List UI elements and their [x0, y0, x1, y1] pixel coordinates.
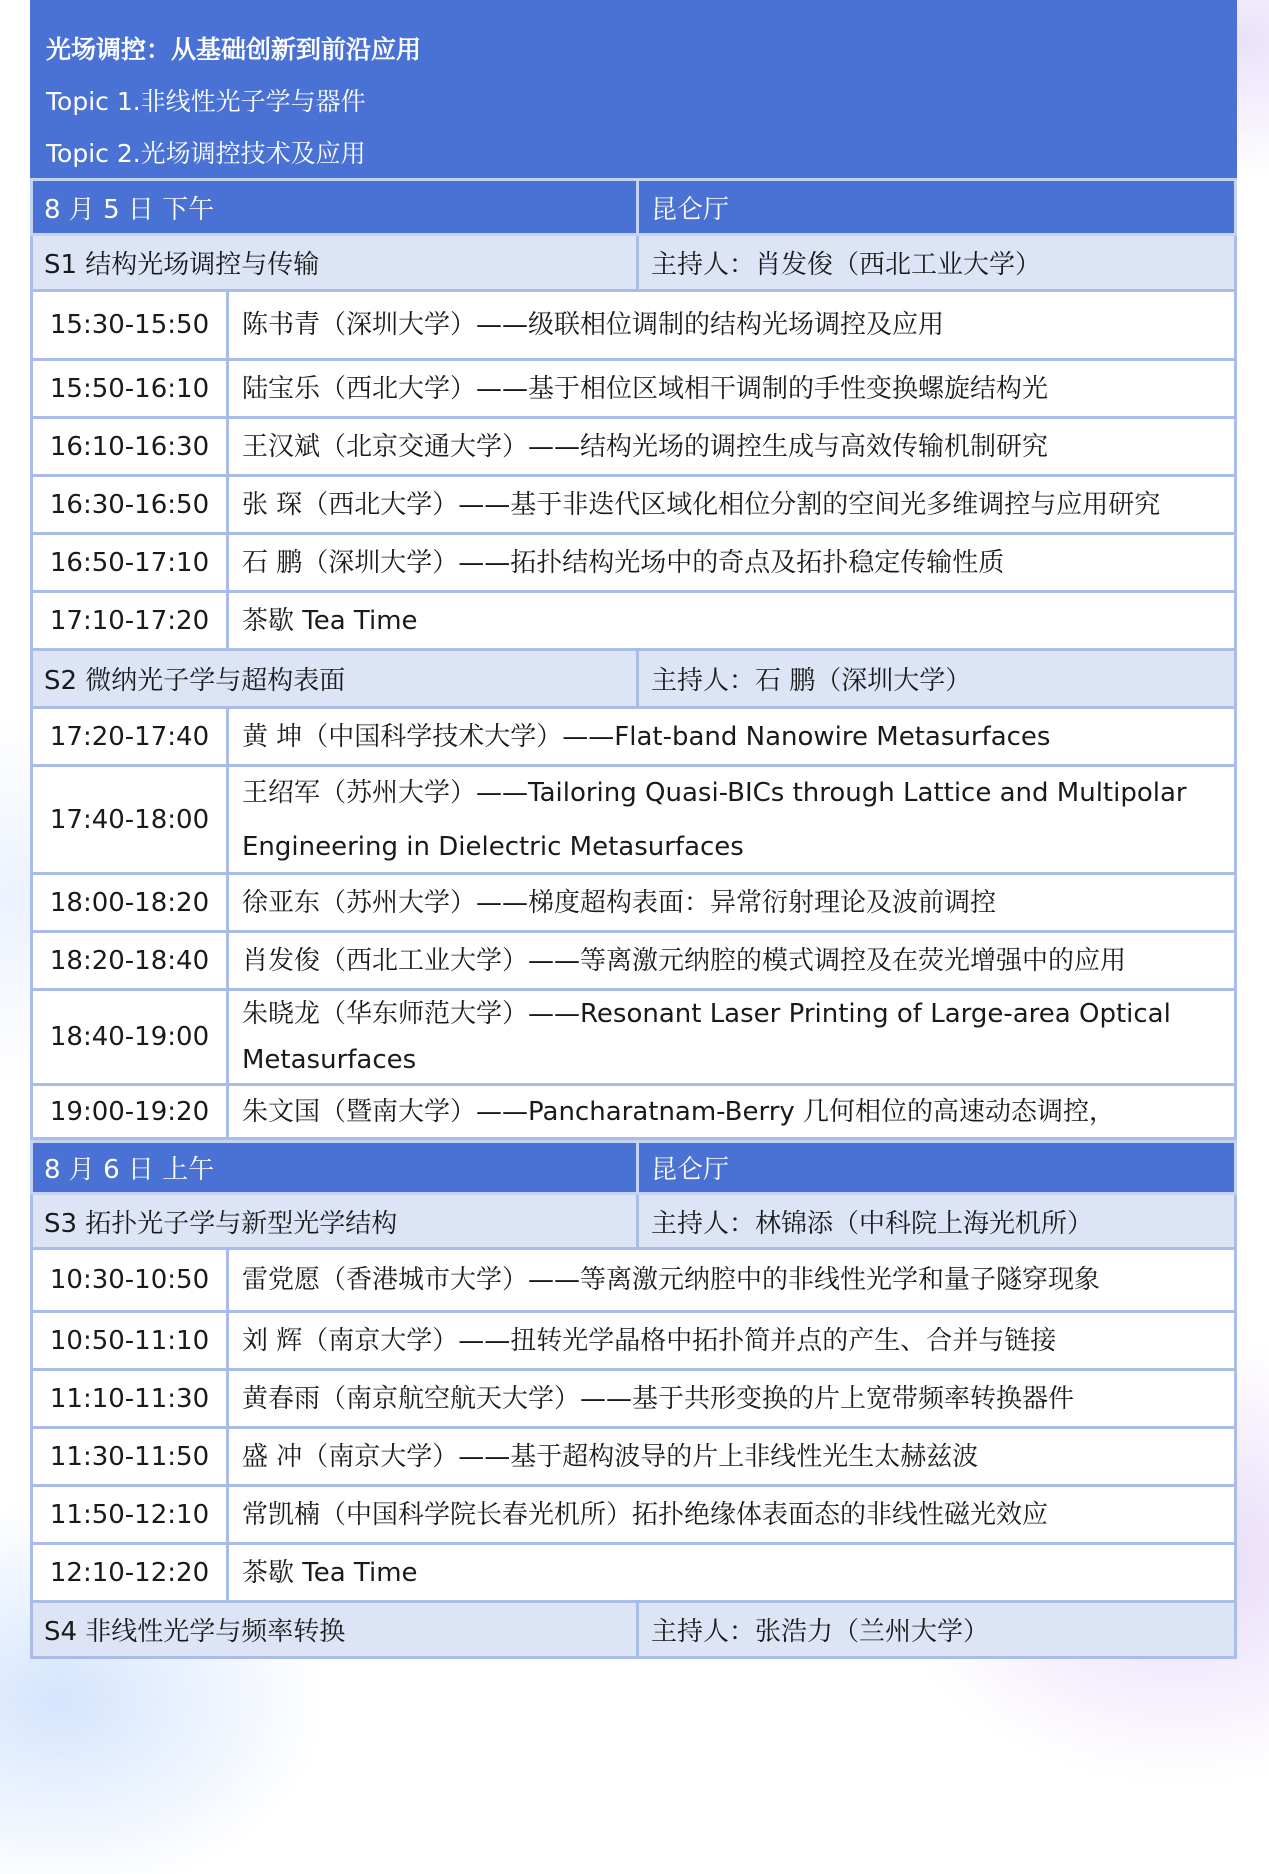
day-date: 8 月 5 日 下午 — [33, 181, 639, 233]
talk-row — [30, 1086, 1237, 1140]
talk-time: 17:40-18:00 — [33, 767, 229, 872]
talk-description: 张 琛（西北大学）——基于非迭代区域化相位分割的空间光多维调控与应用研究 — [242, 489, 1161, 520]
session-row — [30, 1603, 1237, 1659]
talk-description: 王汉斌（北京交通大学）——结构光场的调控生成与高效传输机制研究 — [242, 431, 1049, 462]
talk-row — [30, 477, 1237, 535]
talk-row — [30, 767, 1237, 875]
session-row — [30, 1195, 1237, 1250]
day-row — [30, 178, 1237, 236]
talk-description: 陆宝乐（西北大学）——基于相位区域相干调制的手性变换螺旋结构光 — [242, 373, 1049, 404]
talk-time: 16:30-16:50 — [33, 477, 229, 532]
talk-row — [30, 933, 1237, 991]
session-title: S3 拓扑光子学与新型光学结构 — [33, 1195, 639, 1247]
talk-time: 19:00-19:20 — [33, 1086, 229, 1137]
talk-row — [30, 593, 1237, 651]
talk-description — [229, 767, 1234, 872]
talk-row — [30, 709, 1237, 767]
talk-time: 10:50-11:10 — [33, 1313, 229, 1368]
talk-time: 16:50-17:10 — [33, 535, 229, 590]
session-title: S2 微纳光子学与超构表面 — [33, 651, 639, 706]
talk-description-line-2: Engineering in Dielectric Metasurfaces — [242, 831, 744, 862]
talk-description: 茶歇 Tea Time — [242, 1557, 418, 1588]
talk-row — [30, 361, 1237, 419]
session-title: S4 非线性光学与频率转换 — [33, 1603, 639, 1656]
talk-description-line-1: 王绍军（苏州大学）——Tailoring Quasi-BICs through Lattice and Multipolar — [242, 777, 1187, 808]
talk-row — [30, 991, 1237, 1086]
session-chair: 主持人：张浩力（兰州大学） — [651, 1617, 990, 1647]
talk-row — [30, 292, 1237, 361]
talk-description: 黄春雨（南京航空航天大学）——基于共形变换的片上宽带频率转换器件 — [242, 1383, 1075, 1414]
talk-description: 盛 冲（南京大学）——基于超构波导的片上非线性光生太赫兹波 — [242, 1441, 979, 1472]
day-row — [30, 1140, 1237, 1195]
day-venue: 昆仑厅 — [651, 194, 730, 225]
talk-row — [30, 419, 1237, 477]
talk-row — [30, 1371, 1237, 1429]
session-row — [30, 651, 1237, 709]
talk-time: 11:10-11:30 — [33, 1371, 229, 1426]
talk-description-line-2: Metasurfaces — [242, 1045, 417, 1075]
session-chair: 主持人：肖发俊（西北工业大学） — [651, 250, 1042, 280]
talk-description-line-1: 朱晓龙（华东师范大学）——Resonant Laser Printing of Large-area Optical — [242, 999, 1171, 1029]
talk-row — [30, 1250, 1237, 1313]
talk-row — [30, 1487, 1237, 1545]
program-header — [30, 0, 1237, 178]
topic-1: Topic 1.非线性光子学与器件 — [46, 87, 366, 116]
talk-row — [30, 1545, 1237, 1603]
talk-time: 17:20-17:40 — [33, 709, 229, 764]
session-chair: 主持人：林锦添（中科院上海光机所） — [651, 1208, 1094, 1239]
topic-2: Topic 2.光场调控技术及应用 — [46, 139, 366, 168]
talk-time: 16:10-16:30 — [33, 419, 229, 474]
talk-time: 17:10-17:20 — [33, 593, 229, 648]
talk-row — [30, 535, 1237, 593]
talk-description: 石 鹏（深圳大学）——拓扑结构光场中的奇点及拓扑稳定传输性质 — [242, 547, 1005, 578]
talk-time: 18:20-18:40 — [33, 933, 229, 988]
talk-time: 15:30-15:50 — [33, 292, 229, 358]
talk-description: 肖发俊（西北工业大学）——等离激元纳腔的模式调控及在荧光增强中的应用 — [242, 945, 1127, 976]
talk-description: 刘 辉（南京大学）——扭转光学晶格中拓扑简并点的产生、合并与链接 — [242, 1325, 1057, 1356]
talk-description: 徐亚东（苏州大学）——梯度超构表面：异常衍射理论及波前调控 — [242, 887, 997, 918]
day-date: 8 月 6 日 上午 — [33, 1143, 639, 1192]
talk-description: 常凯楠（中国科学院长春光机所）拓扑绝缘体表面态的非线性磁光效应 — [242, 1499, 1049, 1530]
talk-time: 12:10-12:20 — [33, 1545, 229, 1600]
day-venue: 昆仑厅 — [651, 1155, 730, 1185]
talk-time: 15:50-16:10 — [33, 361, 229, 416]
talk-description: 雷党愿（香港城市大学）——等离激元纳腔中的非线性光学和量子隧穿现象 — [242, 1265, 1101, 1295]
talk-description: 黄 坤（中国科学技术大学）——Flat-band Nanowire Metasurfaces — [242, 721, 1051, 752]
talk-time: 18:40-19:00 — [33, 991, 229, 1083]
talk-description: 陈书青（深圳大学）——级联相位调制的结构光场调控及应用 — [242, 310, 945, 340]
schedule-sheet — [30, 0, 1237, 1659]
talk-row — [30, 1429, 1237, 1487]
program-title: 光场调控：从基础创新到前沿应用 — [46, 35, 422, 64]
talk-time: 10:30-10:50 — [33, 1250, 229, 1310]
talk-time: 11:50-12:10 — [33, 1487, 229, 1542]
session-chair: 主持人：石 鹏（深圳大学） — [651, 666, 972, 696]
talk-time: 18:00-18:20 — [33, 875, 229, 930]
talk-description: 茶歇 Tea Time — [242, 605, 418, 636]
session-row — [30, 236, 1237, 292]
session-title: S1 结构光场调控与传输 — [33, 236, 639, 289]
talk-row — [30, 1313, 1237, 1371]
talk-time: 11:30-11:50 — [33, 1429, 229, 1484]
talk-row — [30, 875, 1237, 933]
talk-description: 朱文国（暨南大学）——Pancharatnam-Berry 几何相位的高速动态调控， — [242, 1096, 1116, 1127]
talk-description — [229, 991, 1234, 1083]
